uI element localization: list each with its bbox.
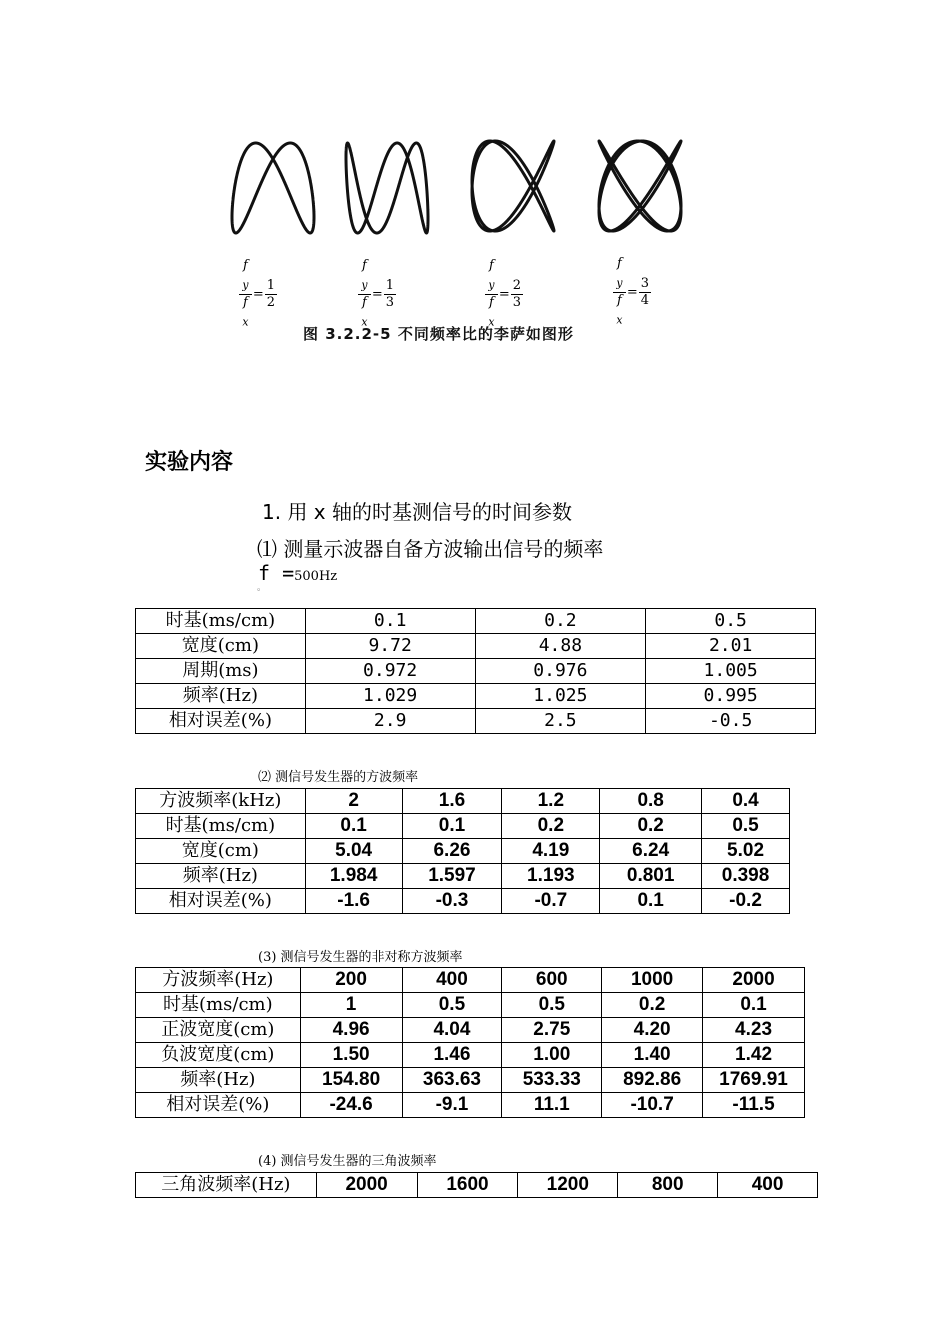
row-header-cell: 频率(Hz) — [136, 684, 306, 709]
lissajous-curve-2 — [346, 143, 428, 233]
section-title: 实验内容 — [145, 450, 234, 475]
table-row — [136, 839, 790, 864]
value-cell: 1600 — [417, 1173, 518, 1198]
value-cell: 1.6 — [402, 789, 502, 814]
value-cell: 1.193 — [502, 864, 600, 889]
value-cell: 1.029 — [305, 684, 475, 709]
value-cell: 1200 — [518, 1173, 618, 1198]
value-cell: 892.86 — [602, 1068, 703, 1093]
row-header-cell: 宽度(cm) — [136, 839, 306, 864]
row-header-cell: 方波频率(Hz) — [136, 968, 301, 993]
value-cell: 2000 — [703, 968, 805, 993]
value-cell: 154.80 — [300, 1068, 402, 1093]
value-cell: 1.42 — [703, 1043, 805, 1068]
frequency-label: f = — [258, 561, 295, 585]
row-header-cell: 频率(Hz) — [136, 864, 306, 889]
value-cell: -0.2 — [702, 889, 790, 914]
value-cell: 400 — [718, 1173, 818, 1198]
value-cell: 0.5 — [402, 993, 502, 1018]
table-row — [136, 1068, 805, 1093]
value-cell: 0.972 — [305, 659, 475, 684]
value-cell: 0.1 — [402, 814, 502, 839]
value-cell: -0.7 — [502, 889, 600, 914]
table-row — [136, 864, 790, 889]
row-header-cell: 频率(Hz) — [136, 1068, 301, 1093]
ratio-3: f $_y$ f $_x$ = $\frac{2}{3}$ — [485, 258, 523, 330]
ratio-2: f $_y$ f $_x$ = $\frac{1}{3}$ — [358, 258, 396, 330]
row-header-cell: 正波宽度(cm) — [136, 1018, 301, 1043]
value-cell: -10.7 — [602, 1093, 703, 1118]
value-cell: 2.9 — [305, 709, 475, 734]
row-header-cell: 相对误差(%) — [136, 889, 306, 914]
value-cell: 4.19 — [502, 839, 600, 864]
value-cell: 0.398 — [702, 864, 790, 889]
value-cell: 1.597 — [402, 864, 502, 889]
row-header-cell: 方波频率(kHz) — [136, 789, 306, 814]
value-cell: 0.976 — [475, 659, 646, 684]
row-header-cell: 三角波频率(Hz) — [136, 1173, 317, 1198]
table3-caption: (3) 测信号发生器的非对称方波频率 — [258, 950, 463, 965]
value-cell: 1.40 — [602, 1043, 703, 1068]
value-cell: 1769.91 — [703, 1068, 805, 1093]
row-header-cell: 时基(ms/cm) — [136, 609, 306, 634]
value-cell: 11.1 — [502, 1093, 602, 1118]
subitem-1-heading: ⑴ 测量示波器自备方波输出信号的频率 — [257, 537, 604, 561]
value-cell: 4.23 — [703, 1018, 805, 1043]
ratio-1: f $_y$ f $_x$ = $\frac{1}{2}$ — [239, 258, 277, 330]
value-cell: 0.1 — [600, 889, 702, 914]
table-row — [136, 889, 790, 914]
table-row — [136, 659, 816, 684]
lissajous-figure — [225, 130, 705, 360]
value-cell: 0.5 — [702, 814, 790, 839]
value-cell: -9.1 — [402, 1093, 502, 1118]
value-cell: 600 — [502, 968, 602, 993]
value-cell: 2 — [305, 789, 402, 814]
value-cell: -11.5 — [703, 1093, 805, 1118]
value-cell: 363.63 — [402, 1068, 502, 1093]
value-cell: 0.2 — [502, 814, 600, 839]
small-mark: 。 — [257, 583, 267, 593]
value-cell: 200 — [300, 968, 402, 993]
value-cell: 1.025 — [475, 684, 646, 709]
table-row — [136, 789, 790, 814]
table4-caption: (4) 测信号发生器的三角波频率 — [258, 1154, 437, 1169]
lissajous-curve-4 — [599, 141, 681, 231]
table-row — [136, 993, 805, 1018]
value-cell: 800 — [618, 1173, 718, 1198]
table-row — [136, 609, 816, 634]
value-cell: 5.02 — [702, 839, 790, 864]
value-cell: 2.5 — [475, 709, 646, 734]
item-1-heading: 1. 用 x 轴的时基测信号的时间参数 — [262, 500, 572, 524]
frequency-value: 500Hz — [294, 569, 338, 584]
figure-caption: 图 3.2.2-5 不同频率比的李萨如图形 — [303, 325, 574, 343]
value-cell: 6.26 — [402, 839, 502, 864]
value-cell: 9.72 — [305, 634, 475, 659]
ratio-4: f $_y$ f $_x$ = $\frac{3}{4}$ — [613, 256, 651, 328]
table-square-wave-calibration — [135, 608, 816, 734]
value-cell: 4.04 — [402, 1018, 502, 1043]
value-cell: 0.2 — [602, 993, 703, 1018]
value-cell: 6.24 — [600, 839, 702, 864]
row-header-cell: 时基(ms/cm) — [136, 814, 306, 839]
value-cell: 0.801 — [600, 864, 702, 889]
table-triangle-wave — [135, 1172, 818, 1198]
table-square-wave-frequency — [135, 788, 790, 914]
value-cell: 0.5 — [502, 993, 602, 1018]
table-row — [136, 1018, 805, 1043]
row-header-cell: 时基(ms/cm) — [136, 993, 301, 1018]
row-header-cell: 周期(ms) — [136, 659, 306, 684]
value-cell: 4.20 — [602, 1018, 703, 1043]
value-cell: 400 — [402, 968, 502, 993]
table-row — [136, 634, 816, 659]
lissajous-curve-3 — [472, 141, 554, 231]
table-row — [136, 1093, 805, 1118]
value-cell: -0.5 — [646, 709, 816, 734]
value-cell: -24.6 — [300, 1093, 402, 1118]
table-row — [136, 1173, 818, 1198]
value-cell: 1.50 — [300, 1043, 402, 1068]
value-cell: 2000 — [316, 1173, 417, 1198]
value-cell: 5.04 — [305, 839, 402, 864]
value-cell: 533.33 — [502, 1068, 602, 1093]
value-cell: 2.75 — [502, 1018, 602, 1043]
value-cell: -0.3 — [402, 889, 502, 914]
value-cell: 0.5 — [646, 609, 816, 634]
value-cell: 1000 — [602, 968, 703, 993]
value-cell: 1.46 — [402, 1043, 502, 1068]
table-row — [136, 684, 816, 709]
value-cell: 1.984 — [305, 864, 402, 889]
value-cell: 1.005 — [646, 659, 816, 684]
value-cell: 4.88 — [475, 634, 646, 659]
value-cell: 0.2 — [600, 814, 702, 839]
value-cell: 1.00 — [502, 1043, 602, 1068]
table-row — [136, 814, 790, 839]
value-cell: 0.1 — [305, 814, 402, 839]
value-cell: 1.2 — [502, 789, 600, 814]
table-asymmetric-square-wave — [135, 967, 805, 1118]
value-cell: 0.1 — [703, 993, 805, 1018]
table-row — [136, 968, 805, 993]
value-cell: 1 — [300, 993, 402, 1018]
lissajous-curve-1 — [232, 143, 314, 233]
value-cell: 0.4 — [702, 789, 790, 814]
value-cell: 0.8 — [600, 789, 702, 814]
table2-caption: ⑵ 测信号发生器的方波频率 — [258, 770, 419, 785]
table-row — [136, 1043, 805, 1068]
value-cell: 0.1 — [305, 609, 475, 634]
value-cell: 0.995 — [646, 684, 816, 709]
row-header-cell: 宽度(cm) — [136, 634, 306, 659]
value-cell: 2.01 — [646, 634, 816, 659]
value-cell: -1.6 — [305, 889, 402, 914]
value-cell: 4.96 — [300, 1018, 402, 1043]
row-header-cell: 负波宽度(cm) — [136, 1043, 301, 1068]
table-row — [136, 709, 816, 734]
row-header-cell: 相对误差(%) — [136, 709, 306, 734]
frequency-line — [258, 561, 337, 585]
value-cell: 0.2 — [475, 609, 646, 634]
row-header-cell: 相对误差(%) — [136, 1093, 301, 1118]
